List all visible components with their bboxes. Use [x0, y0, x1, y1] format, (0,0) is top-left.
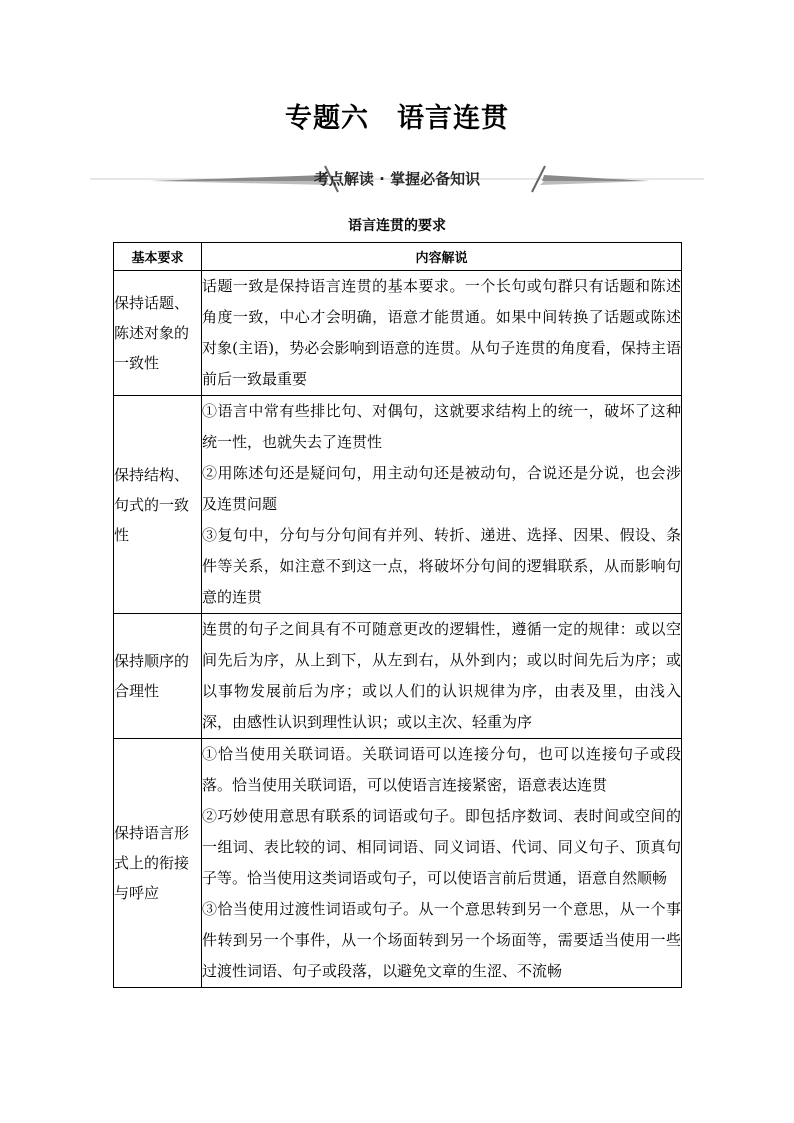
requirement-cell: 保持顺序的合理性: [114, 614, 202, 739]
requirements-table: [113, 242, 682, 988]
requirement-cell: 保持语言形式上的衔接与呼应: [114, 739, 202, 988]
content-paragraph: ③恰当使用过渡性词语或句子。从一个意思转到另一个意思，从一个事件转到另一个事件，从一个场面转到另一个场面等，需要适当使用一些过渡性词语、句子或段落，以避免文章的生涩、不流畅: [202, 900, 681, 980]
page-title: 专题六 语言连贯: [285, 103, 509, 134]
content-paragraph: ②用陈述句还是疑问句，用主动句还是被动句，合说还是分说，也会涉及连贯问题: [202, 464, 681, 513]
requirement-cell: 保持结构、句式的一致性: [114, 396, 202, 614]
content-paragraph: ①语言中常有些排比句、对偶句，这就要求结构上的统一，破坏了这种统一性，也就失去了连贯性: [202, 402, 681, 451]
content-cell: [202, 396, 682, 614]
header-content: 内容解说: [202, 243, 682, 271]
header-requirement: 基本要求: [114, 243, 202, 271]
table-row: [114, 739, 682, 988]
table-caption: 语言连贯的要求: [348, 218, 446, 234]
table-header-row: [114, 243, 682, 271]
content-cell: [202, 739, 682, 988]
content-paragraph: ②巧妙使用意思有联系的词语或句子。即包括序数词、表时间或空间的一组词、表比较的词、相同词语、同义词语、代词、同义句子、顶真句子等。恰当使用这类词语或句子，可以使语言前后贯通，语意自然顺畅: [202, 807, 681, 887]
table-row: [114, 271, 682, 396]
content-cell: [202, 614, 682, 739]
content-paragraph: ③复句中，分句与分句间有并列、转折、递进、选择、因果、假设、条件等关系，如注意不到这一点，将破坏分句间的逻辑联系，从而影响句意的连贯: [202, 526, 681, 606]
content-cell: [202, 271, 682, 396]
content-paragraph: ①恰当使用关联词语。关联词语可以连接分句，也可以连接句子或段落。恰当使用关联词语，可以使语言连接紧密，语意表达连贯: [202, 745, 681, 794]
requirement-cell: 保持话题、陈述对象的一致性: [114, 271, 202, 396]
table-row: [114, 614, 682, 739]
content-paragraph: 话题一致是保持语言连贯的基本要求。一个长句或句群只有话题和陈述角度一致，中心才会明确，语意才能贯通。如果中间转换了话题或陈述对象(主语)，势必会影响到语意的连贯。从句子连贯的角度看，保持主语前后一致最重要: [202, 277, 681, 388]
table-row: [114, 396, 682, 614]
banner-text: 考点解读 · 掌握必备知识: [313, 170, 481, 188]
section-banner: [90, 164, 704, 194]
content-paragraph: 连贯的句子之间具有不可随意更改的逻辑性，遵循一定的规律：或以空间先后为序，从上到下，从左到右，从外到内；或以时间先后为序；或以事物发展前后为序；或以人们的认识规律为序，由表及里，由浅入深，由感性认识到理性认识；或以主次、轻重为序: [202, 620, 681, 731]
